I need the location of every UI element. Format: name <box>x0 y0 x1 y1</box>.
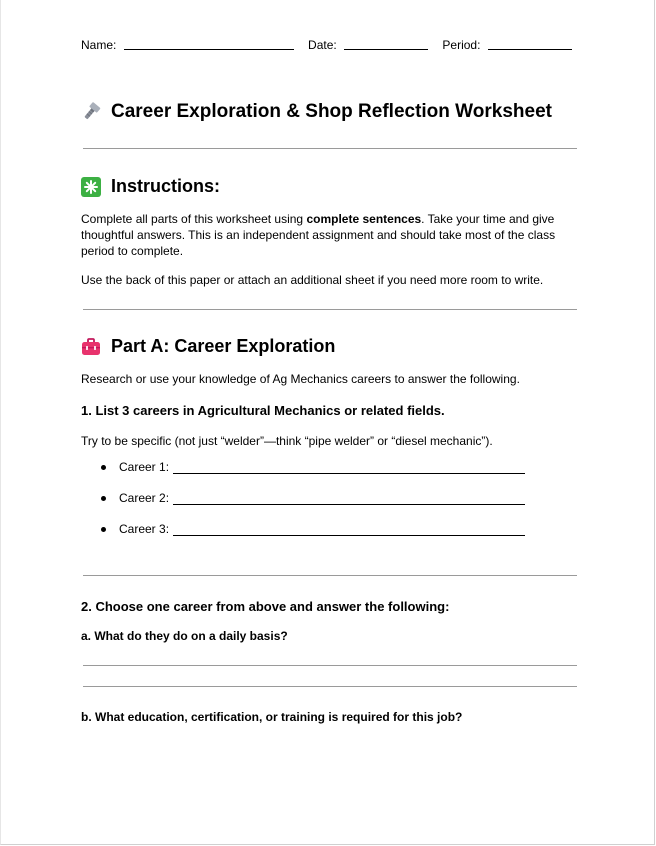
career-label: Career 2: <box>119 491 170 505</box>
instructions-text-bold: complete sentences <box>306 212 422 226</box>
question-2a: a. What do they do on a daily basis? <box>81 629 288 643</box>
career-blank[interactable] <box>173 462 525 474</box>
divider <box>83 575 577 576</box>
period-label: Period: <box>442 38 481 52</box>
question-1: 1. List 3 careers in Agricultural Mechanics or related fields. <box>81 403 445 418</box>
part-a-intro: Research or use your knowledge of Ag Mechanics careers to answer the following. <box>81 372 520 386</box>
question-1-hint: Try to be specific (not just “welder”—think “pipe welder” or “diesel mechanic”). <box>81 434 493 448</box>
wrench-bolt-icon <box>81 102 101 122</box>
career-label: Career 1: <box>119 460 170 474</box>
date-blank[interactable] <box>344 38 428 50</box>
career-item <box>101 460 525 474</box>
instructions-text-post: . Take your time and give thoughtful answers. This is an independent assignment and should take most of the class period to complete. <box>81 212 556 258</box>
page-title <box>81 101 552 123</box>
part-a-heading <box>81 336 335 357</box>
bullet <box>101 465 106 470</box>
question-2b: b. What education, certification, or training is required for this job? <box>81 710 463 724</box>
name-label: Name: <box>81 38 117 52</box>
header-fields <box>81 38 572 52</box>
instructions-paragraph-2: Use the back of this paper or attach an additional sheet if you need more room to write. <box>81 273 544 287</box>
divider <box>83 148 577 149</box>
instructions-heading-text: Instructions: <box>111 176 221 196</box>
divider <box>83 309 577 310</box>
bullet <box>101 527 106 532</box>
career-item <box>101 491 525 505</box>
career-item <box>101 522 525 536</box>
page-title-text: Career Exploration & Shop Reflection Worksheet <box>111 101 552 122</box>
date-label: Date: <box>308 38 337 52</box>
question-2: 2. Choose one career from above and answer the following: <box>81 599 450 614</box>
instructions-text-pre: Complete all parts of this worksheet using <box>81 212 307 226</box>
briefcase-icon <box>81 337 101 357</box>
career-label: Career 3: <box>119 522 170 536</box>
instructions-heading <box>81 176 220 197</box>
bullet <box>101 496 106 501</box>
part-a-heading-text: Part A: Career Exploration <box>111 336 336 356</box>
period-blank[interactable] <box>488 38 572 50</box>
career-blank[interactable] <box>173 493 525 505</box>
instructions-paragraph-1 <box>81 211 561 259</box>
name-blank[interactable] <box>124 38 294 50</box>
answer-line[interactable] <box>83 686 577 687</box>
career-blank[interactable] <box>173 524 525 536</box>
sparkle-box-icon <box>81 177 101 197</box>
answer-line[interactable] <box>83 665 577 666</box>
